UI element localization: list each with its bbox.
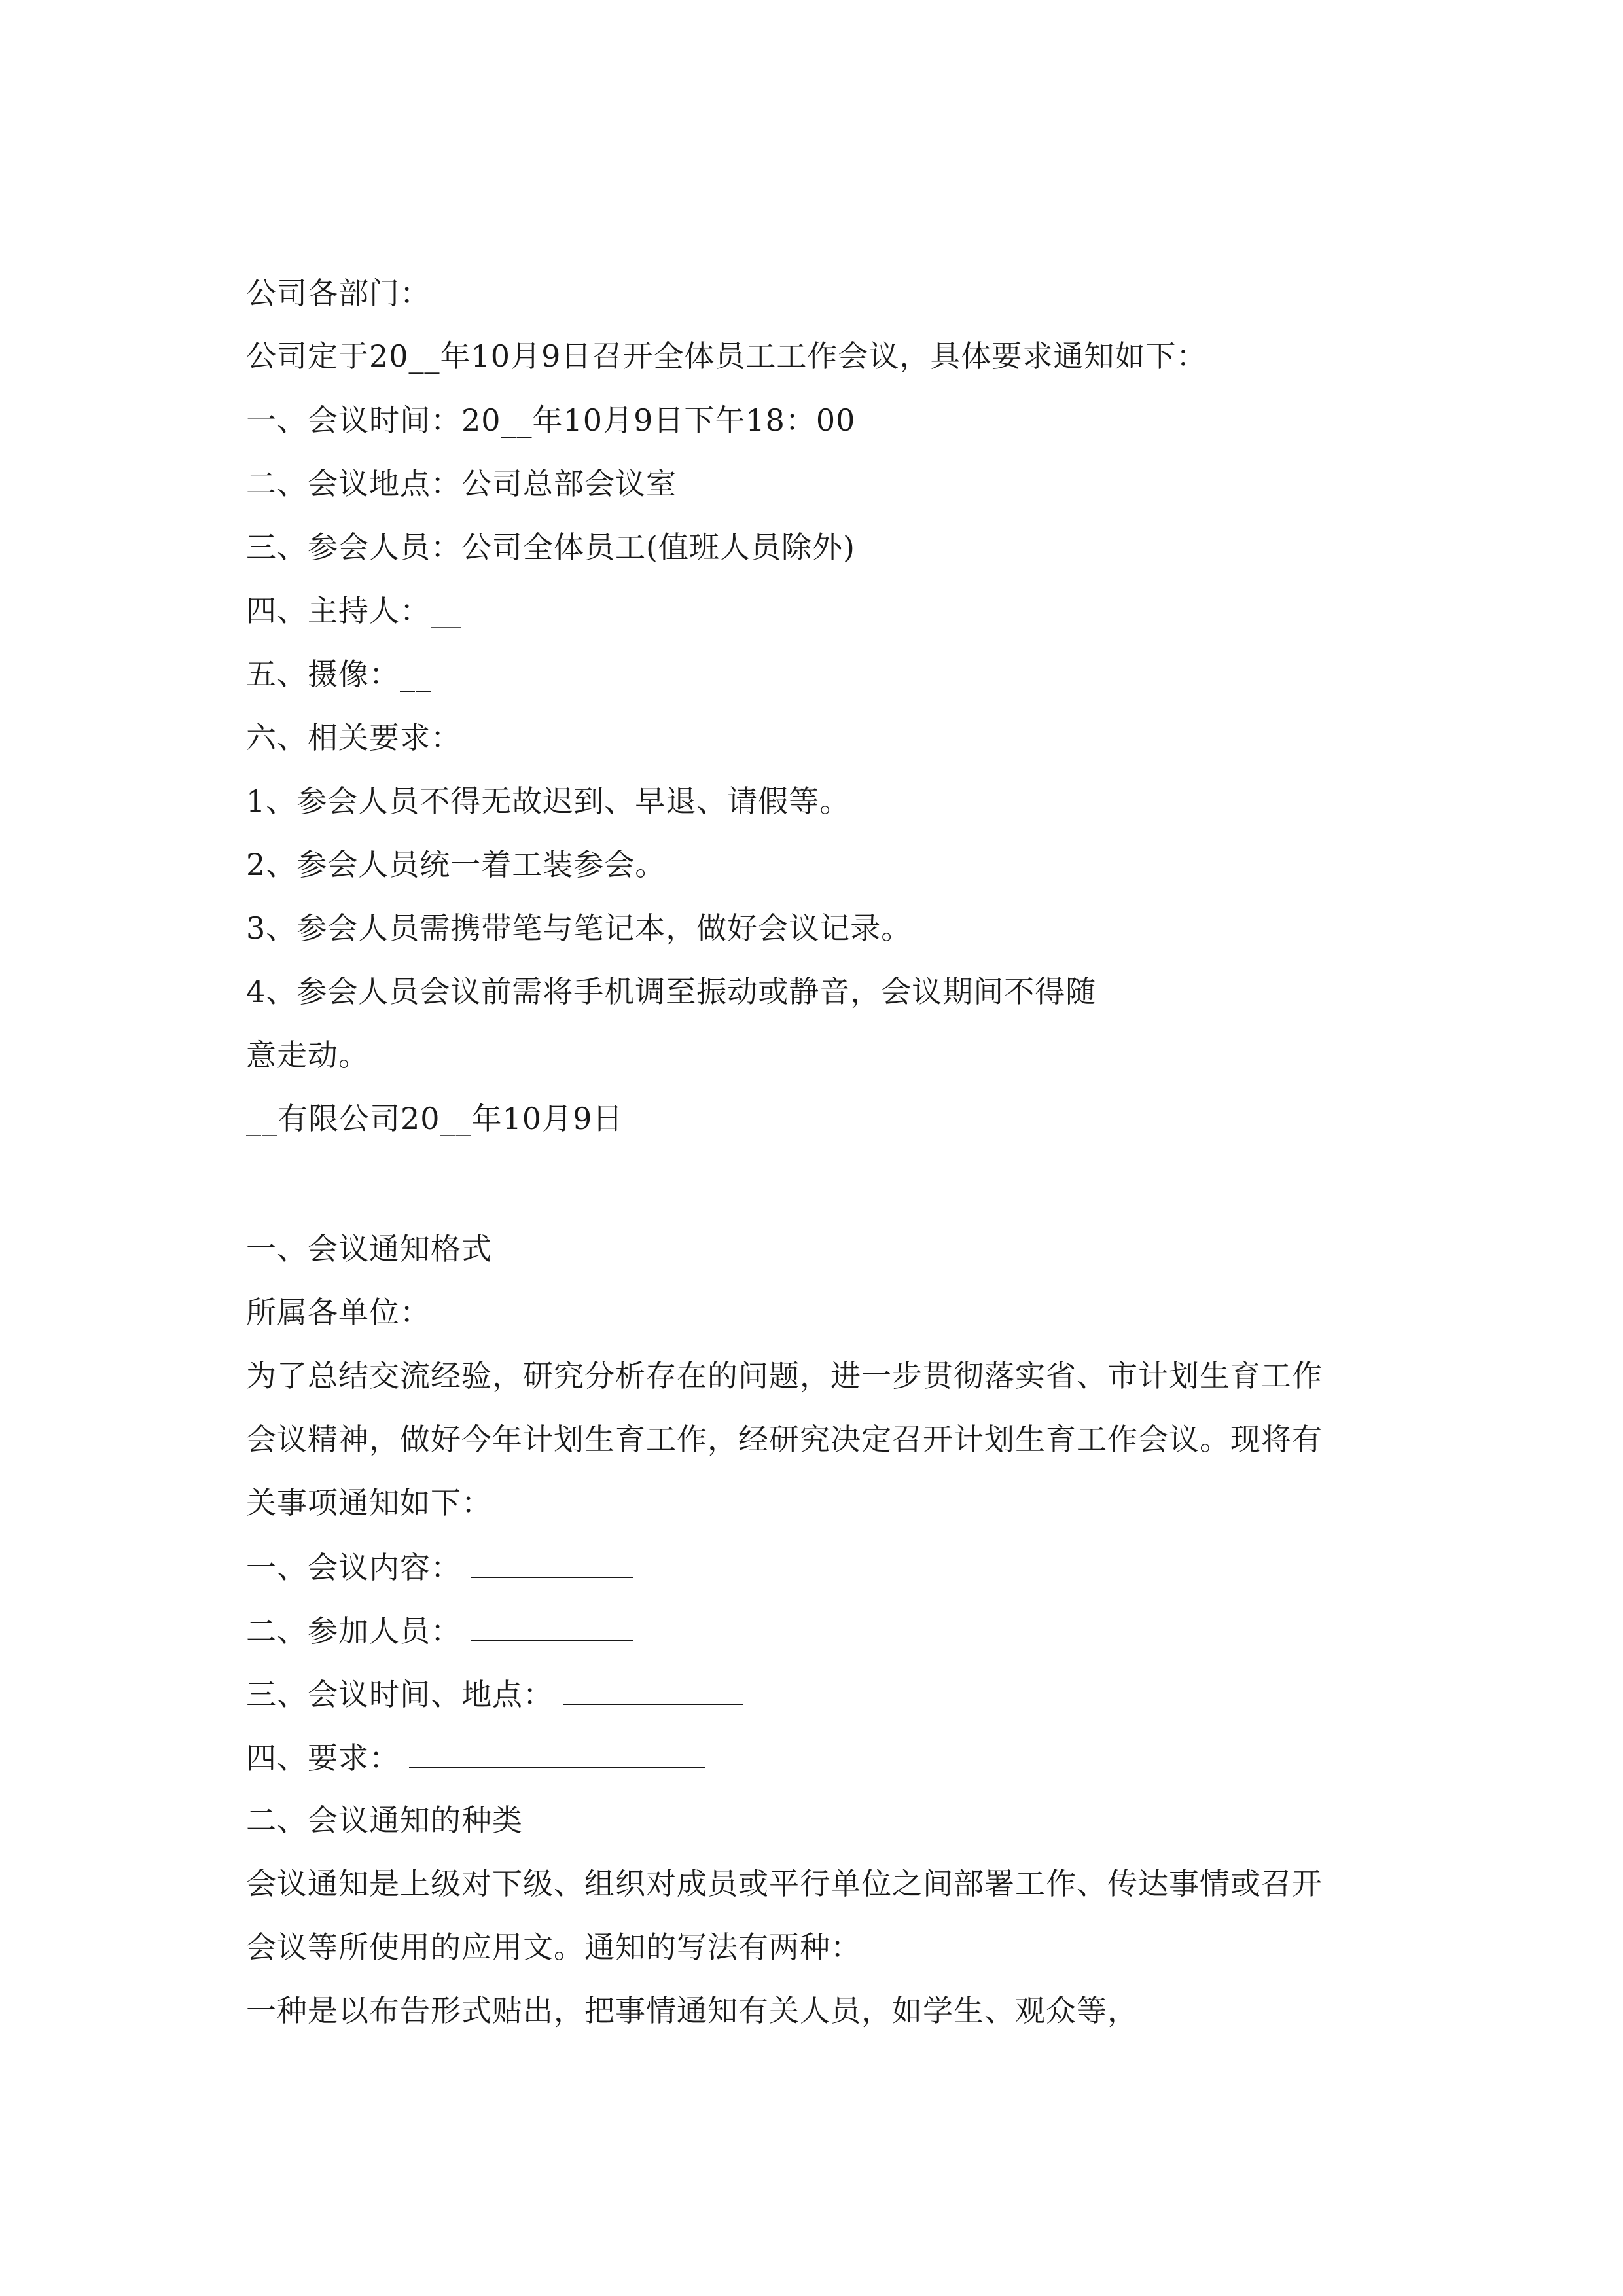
notice-item-host: 四、主持人：__ — [246, 593, 462, 628]
types-heading: 二、会议通知的种类 — [246, 1803, 523, 1838]
notice-item-attendees: 三、参会人员：公司全体员工(值班人员除外) — [246, 529, 855, 565]
format-salutation: 所属各单位： — [246, 1295, 431, 1330]
format-item-time-place-label: 三、会议时间、地点： — [246, 1677, 554, 1712]
notice-salutation: 公司各部门： — [246, 276, 431, 311]
format-paragraph-line3: 关事项通知如下： — [246, 1485, 492, 1520]
fill-in-blank — [471, 1610, 633, 1641]
format-item-time-place — [246, 1674, 743, 1714]
notice-intro: 公司定于20__年10月9日召开全体员工工作会议，具体要求通知如下： — [246, 338, 1207, 374]
notice-requirement-2: 2、参会人员统一着工装参会。 — [246, 847, 666, 882]
format-paragraph-line1: 为了总结交流经验，研究分析存在的问题，进一步贯彻落实省、市计划生育工作 — [246, 1358, 1323, 1393]
notice-requirement-1: 1、参会人员不得无故迟到、早退、请假等。 — [246, 783, 851, 819]
format-item-content-label: 一、会议内容： — [246, 1550, 461, 1585]
notice-item-camera: 五、摄像：__ — [246, 656, 431, 692]
notice-requirements-heading: 六、相关要求： — [246, 720, 461, 755]
format-paragraph-line2: 会议精神，做好今年计划生育工作，经研究决定召开计划生育工作会议。现将有 — [246, 1422, 1323, 1457]
format-item-requirements — [246, 1737, 705, 1778]
notice-item-place: 二、会议地点：公司总部会议室 — [246, 466, 677, 501]
types-paragraph-line2: 会议等所使用的应用文。通知的写法有两种： — [246, 1929, 861, 1965]
format-item-content — [246, 1547, 633, 1587]
fill-in-blank — [563, 1674, 743, 1705]
notice-signature: __有限公司20__年10月9日 — [246, 1101, 624, 1136]
fill-in-blank — [409, 1737, 705, 1768]
fill-in-blank — [471, 1547, 633, 1578]
format-item-participants — [246, 1610, 633, 1651]
notice-item-time: 一、会议时间：20__年10月9日下午18：00 — [246, 403, 856, 438]
format-item-requirements-label: 四、要求： — [246, 1740, 400, 1776]
format-item-participants-label: 二、参加人员： — [246, 1613, 461, 1649]
notice-requirement-3: 3、参会人员需携带笔与笔记本，做好会议记录。 — [246, 910, 912, 946]
notice-requirement-4-line1: 4、参会人员会议前需将手机调至振动或静音，会议期间不得随 — [246, 974, 1097, 1009]
types-paragraph-line3: 一种是以布告形式贴出，把事情通知有关人员，如学生、观众等， — [246, 1993, 1138, 2028]
format-heading: 一、会议通知格式 — [246, 1231, 492, 1266]
notice-requirement-4-line2: 意走动。 — [246, 1037, 369, 1073]
types-paragraph-line1: 会议通知是上级对下级、组织对成员或平行单位之间部署工作、传达事情或召开 — [246, 1866, 1323, 1901]
